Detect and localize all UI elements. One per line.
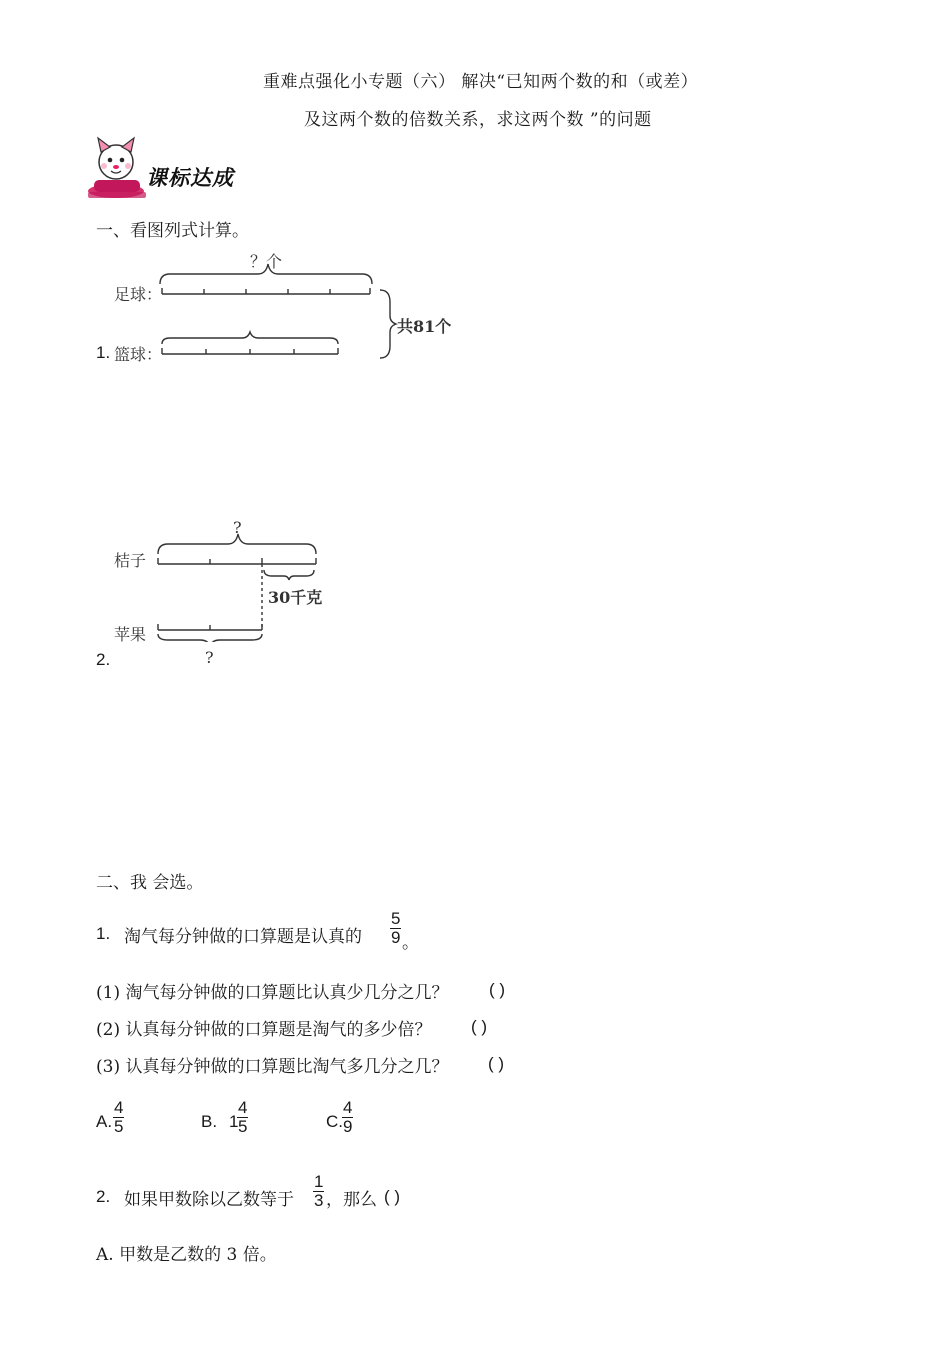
problem2-question-bottom: ?: [205, 648, 214, 667]
q2-frac-den: 3: [314, 1191, 324, 1210]
q2-frac-num: 1: [314, 1172, 324, 1191]
q1-sub1-answer[interactable]: ( ): [489, 980, 506, 999]
q2-answer[interactable]: ( ): [384, 1187, 401, 1206]
option-a-num: 4: [114, 1098, 124, 1117]
q2-after: ，那么: [326, 1190, 377, 1210]
page-title-line2: 及这两个数的倍数关系，求这两个数 ”的问题: [304, 110, 652, 130]
problem1-question: ？个: [250, 252, 283, 271]
problem1-diagram: [150, 258, 410, 378]
option-b-whole: 1: [229, 1112, 239, 1131]
problem1-label-basketball: 篮球：: [114, 345, 163, 364]
option-c-fraction: [342, 1099, 353, 1136]
option-a-label[interactable]: A.: [96, 1112, 113, 1131]
q2-text: 如果甲数除以乙数等于: [124, 1190, 294, 1210]
option-b-num: 4: [238, 1098, 248, 1117]
q1-number: 1.: [96, 924, 111, 943]
option-b-label[interactable]: B.: [201, 1112, 218, 1131]
problem2-label-apple: 苹果: [114, 625, 147, 644]
problem1-total: 共81个: [397, 317, 452, 336]
option-c-num: 4: [343, 1098, 353, 1117]
q1-sub3-answer[interactable]: ( ): [488, 1054, 505, 1073]
problem2-diagram: [150, 522, 330, 642]
q1-sub2-text: (2) 认真每分钟做的口算题是淘气的多少倍？: [96, 1020, 432, 1040]
q1-frac-den: 9: [391, 928, 401, 947]
q1-fraction: [390, 910, 401, 947]
q1-end: 。: [402, 933, 419, 953]
problem2-difference: 30千克: [268, 588, 323, 607]
q2-option-a[interactable]: A. 甲数是乙数的 3 倍。: [96, 1245, 277, 1265]
option-c-label[interactable]: C.: [326, 1112, 343, 1131]
q1-sub1-text: (1) 淘气每分钟做的口算题比认真少几分之几？: [96, 983, 449, 1003]
problem2-question-top: ?: [233, 518, 242, 537]
problem1-label-football: 足球：: [114, 285, 163, 304]
q1-sub3-text: (3) 认真每分钟做的口算题比淘气多几分之几？: [96, 1057, 449, 1077]
section1-heading: 一、看图列式计算。: [96, 221, 249, 241]
option-a-den: 5: [114, 1117, 124, 1136]
q1-frac-num: 5: [391, 909, 401, 928]
q2-number: 2.: [96, 1187, 111, 1206]
option-a-fraction: [113, 1099, 124, 1136]
problem2-label-orange: 桔子: [114, 551, 147, 570]
option-c-den: 9: [343, 1117, 353, 1136]
page-title-line1: 重难点强化小专题（六） 解决“已知两个数的和（或差）: [263, 72, 699, 92]
section2-heading: 二、我 会选。: [96, 873, 204, 893]
q2-fraction: [313, 1173, 324, 1210]
option-b-den: 5: [238, 1117, 248, 1136]
q1-text: 淘气每分钟做的口算题是认真的: [124, 927, 362, 947]
q1-sub2-answer[interactable]: ( ): [471, 1017, 488, 1036]
problem1-number: 1.: [96, 343, 111, 362]
problem2-number: 2.: [96, 650, 111, 669]
option-b-fraction: [237, 1099, 248, 1136]
section-badge: [86, 136, 251, 200]
badge-label: 课标达成: [146, 166, 234, 190]
